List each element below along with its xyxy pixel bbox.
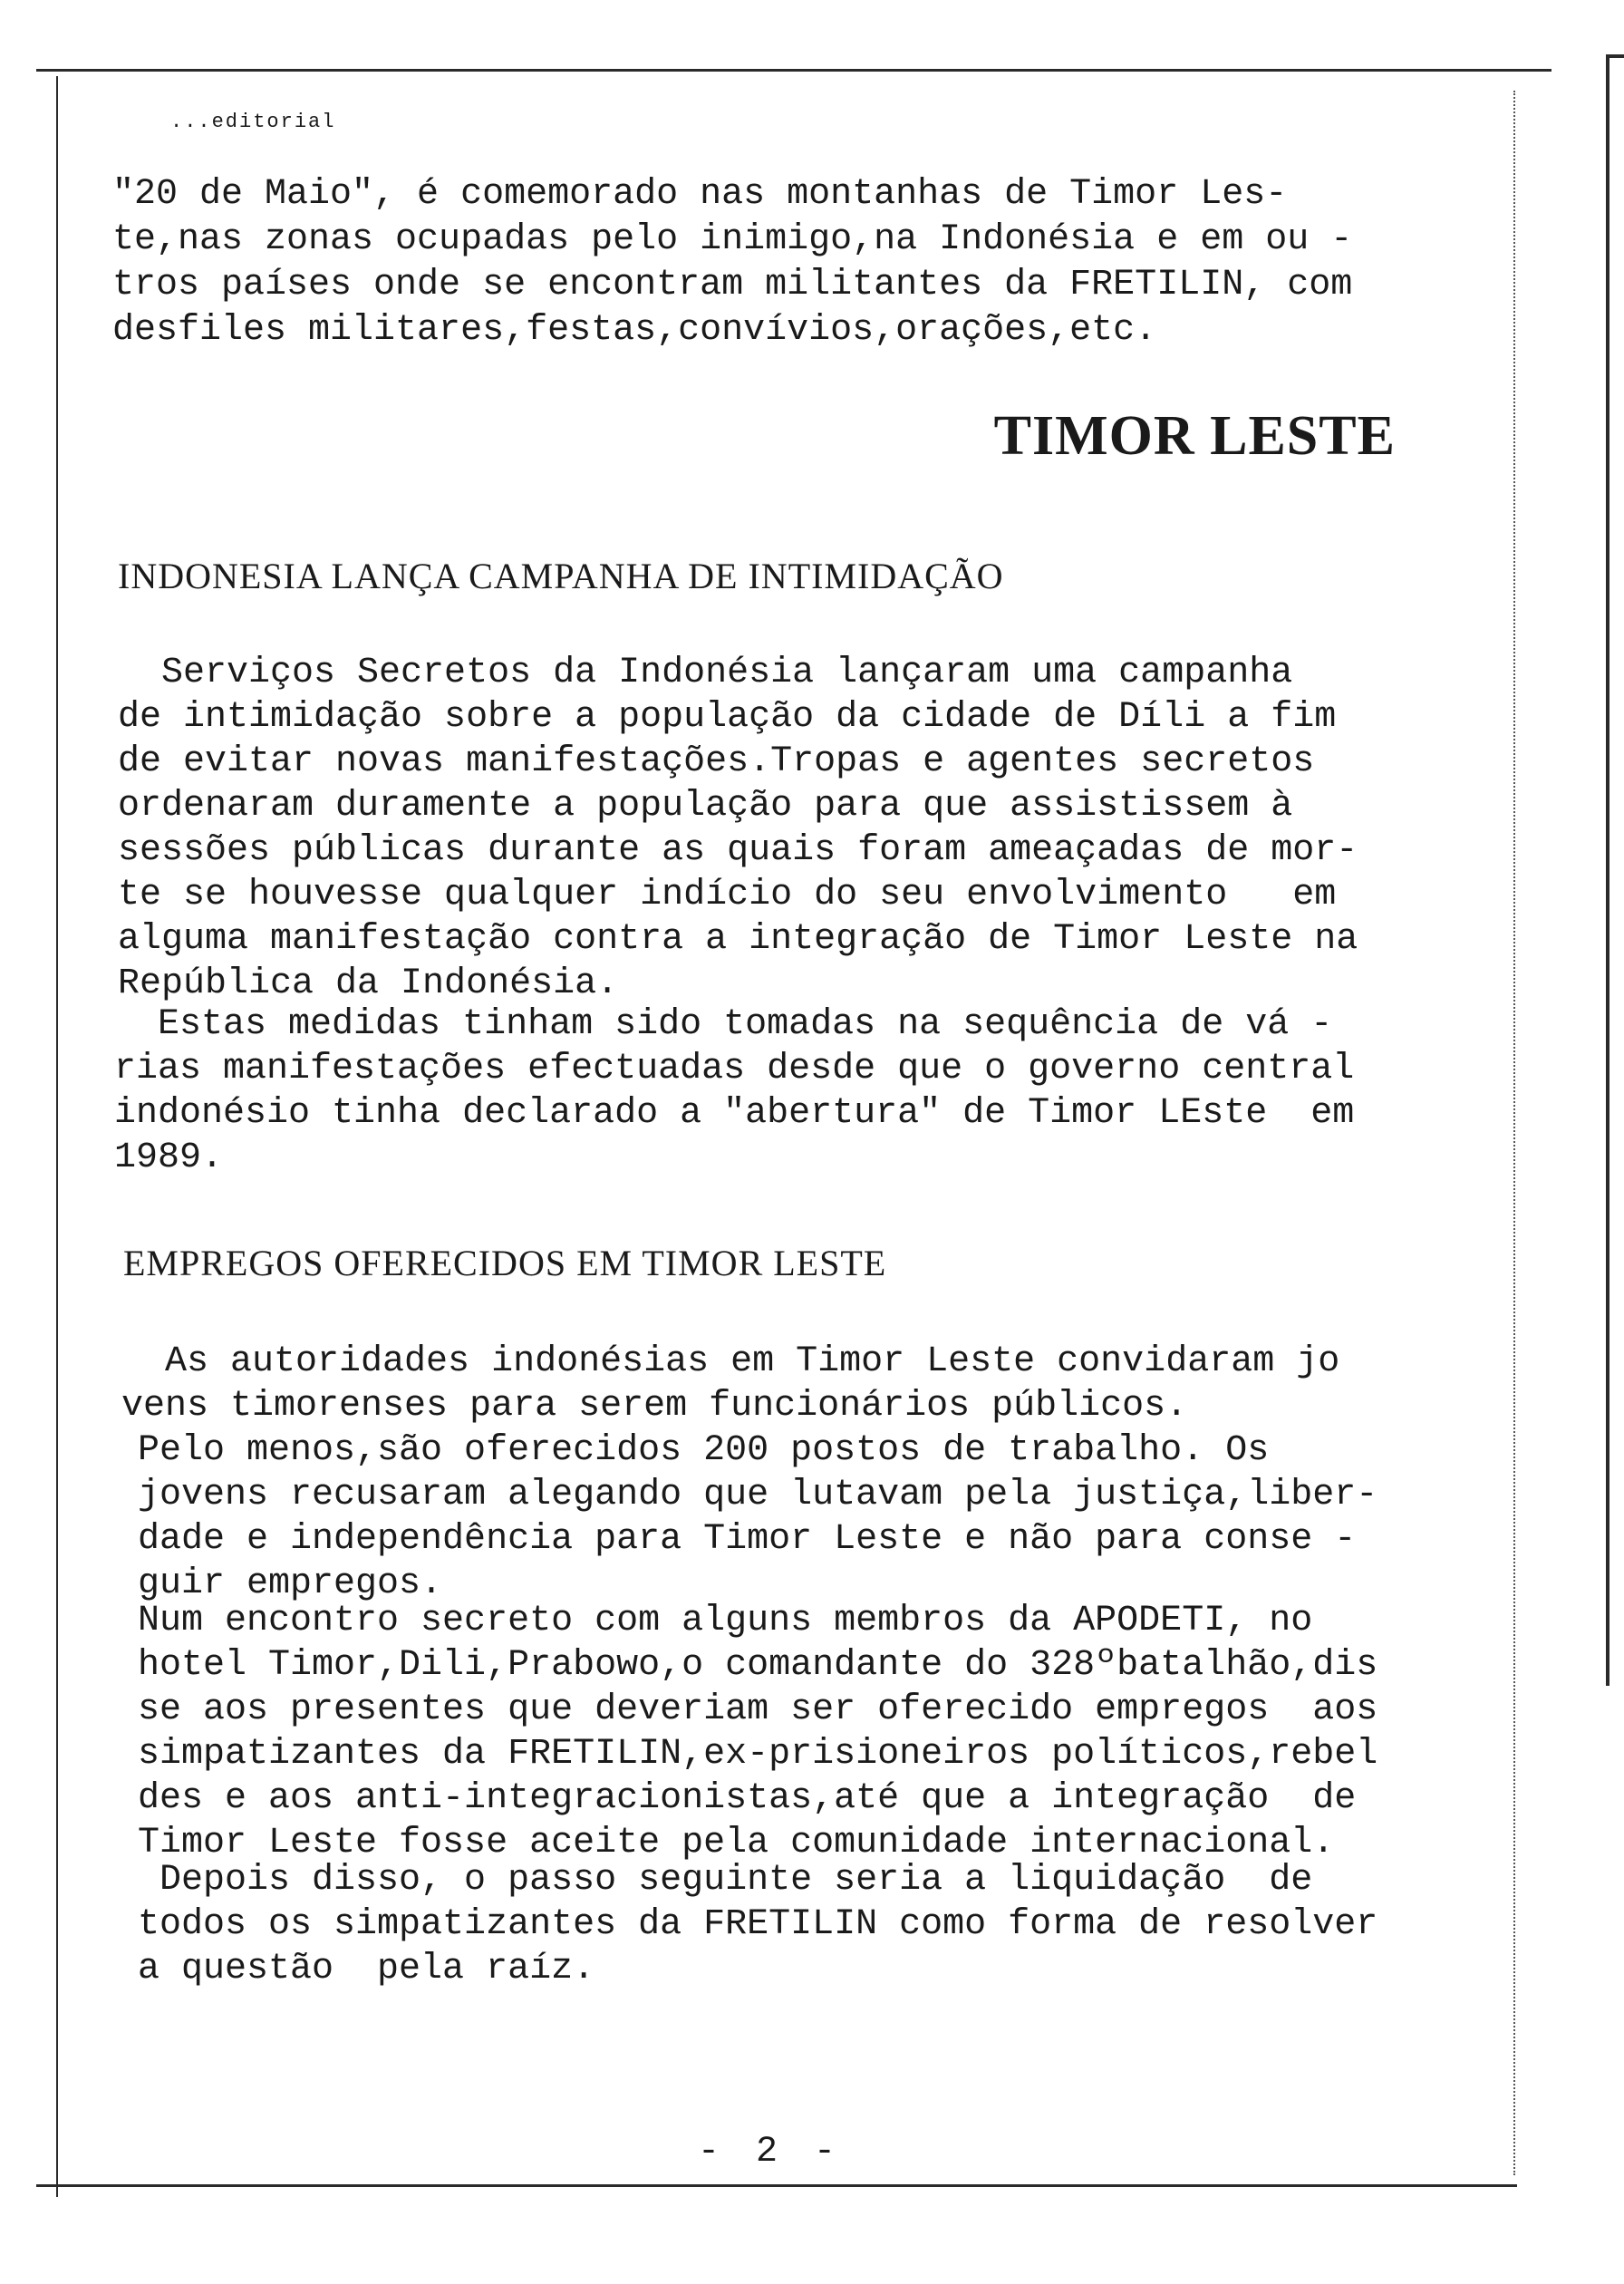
masthead-title: TIMOR LESTE bbox=[993, 405, 1396, 467]
section-label: ...editorial bbox=[170, 111, 336, 133]
article-2-paragraph-2: Pelo menos,são oferecidos 200 postos de trabalho. Os jovens recusaram alegando que lutavam pela justiça,liber- dade e independência para Timor Leste e não para conse - guir empregos. bbox=[138, 1430, 1378, 1604]
article-2-paragraph-3: Num encontro secreto com alguns membros da APODETI, no hotel Timor,Dili,Prabowo,o comandante do 328ºbatalhão,dis se aos presentes que deveriam ser oferecido empregos aos simpatizantes da FRETILIN,ex-prisioneiros políticos,rebel des e aos anti-integracionistas,até que a integração de Timor Leste fosse aceite pela comunidade internacional. bbox=[138, 1601, 1378, 1863]
article-2-paragraph-4: Depois disso, o passo seguinte seria a liquidação de todos os simpatizantes da FRETILIN como forma de resolver a questão pela raíz. bbox=[138, 1860, 1378, 1989]
frame-right-border bbox=[1513, 91, 1515, 2175]
frame-left-border bbox=[56, 76, 58, 2197]
edge-mark-top bbox=[1606, 54, 1624, 58]
article-1-paragraph-2: Estas medidas tinham sido tomadas na sequência de vá - rias manifestações efectuadas desde que o governo central indonésio tinha declarado a "abertura" de Timor LEste em 1989. bbox=[114, 1004, 1355, 1178]
edge-mark bbox=[1606, 54, 1610, 1686]
article-2-paragraph-1: As autoridades indonésias em Timor Leste convidaram jo vens timorenses para serem funcionários públicos. bbox=[121, 1341, 1340, 1427]
frame-bottom-border bbox=[36, 2184, 1517, 2187]
article-2-headline: EMPREGOS OFERECIDOS EM TIMOR LESTE bbox=[123, 1243, 887, 1283]
page-number: - 2 - bbox=[698, 2132, 844, 2173]
article-1-paragraph-1: Serviços Secretos da Indonésia lançaram uma campanha de intimidação sobre a população da cidade de Díli a fim de evitar novas manifestações.Tropas e agentes secretos ordenaram duramente a população para que assistissem à sessões públicas durante as quais foram ameaçadas de mor- te se houvesse qualquer indício do seu envolvimento em alguma manifestação contra a integração de Timor Leste na República da Indonésia. bbox=[118, 653, 1358, 1004]
intro-paragraph: "20 de Maio", é comemorado nas montanhas de Timor Les- te,nas zonas ocupadas pelo inimigo,na Indonésia e em ou - tros países onde se encontram militantes da FRETILIN, com desfiles militares,festas,convívios,orações,etc. bbox=[112, 174, 1353, 351]
article-1-headline: INDONESIA LANÇA CAMPANHA DE INTIMIDAÇÃO bbox=[118, 556, 1004, 596]
frame-top-border bbox=[36, 69, 1552, 72]
